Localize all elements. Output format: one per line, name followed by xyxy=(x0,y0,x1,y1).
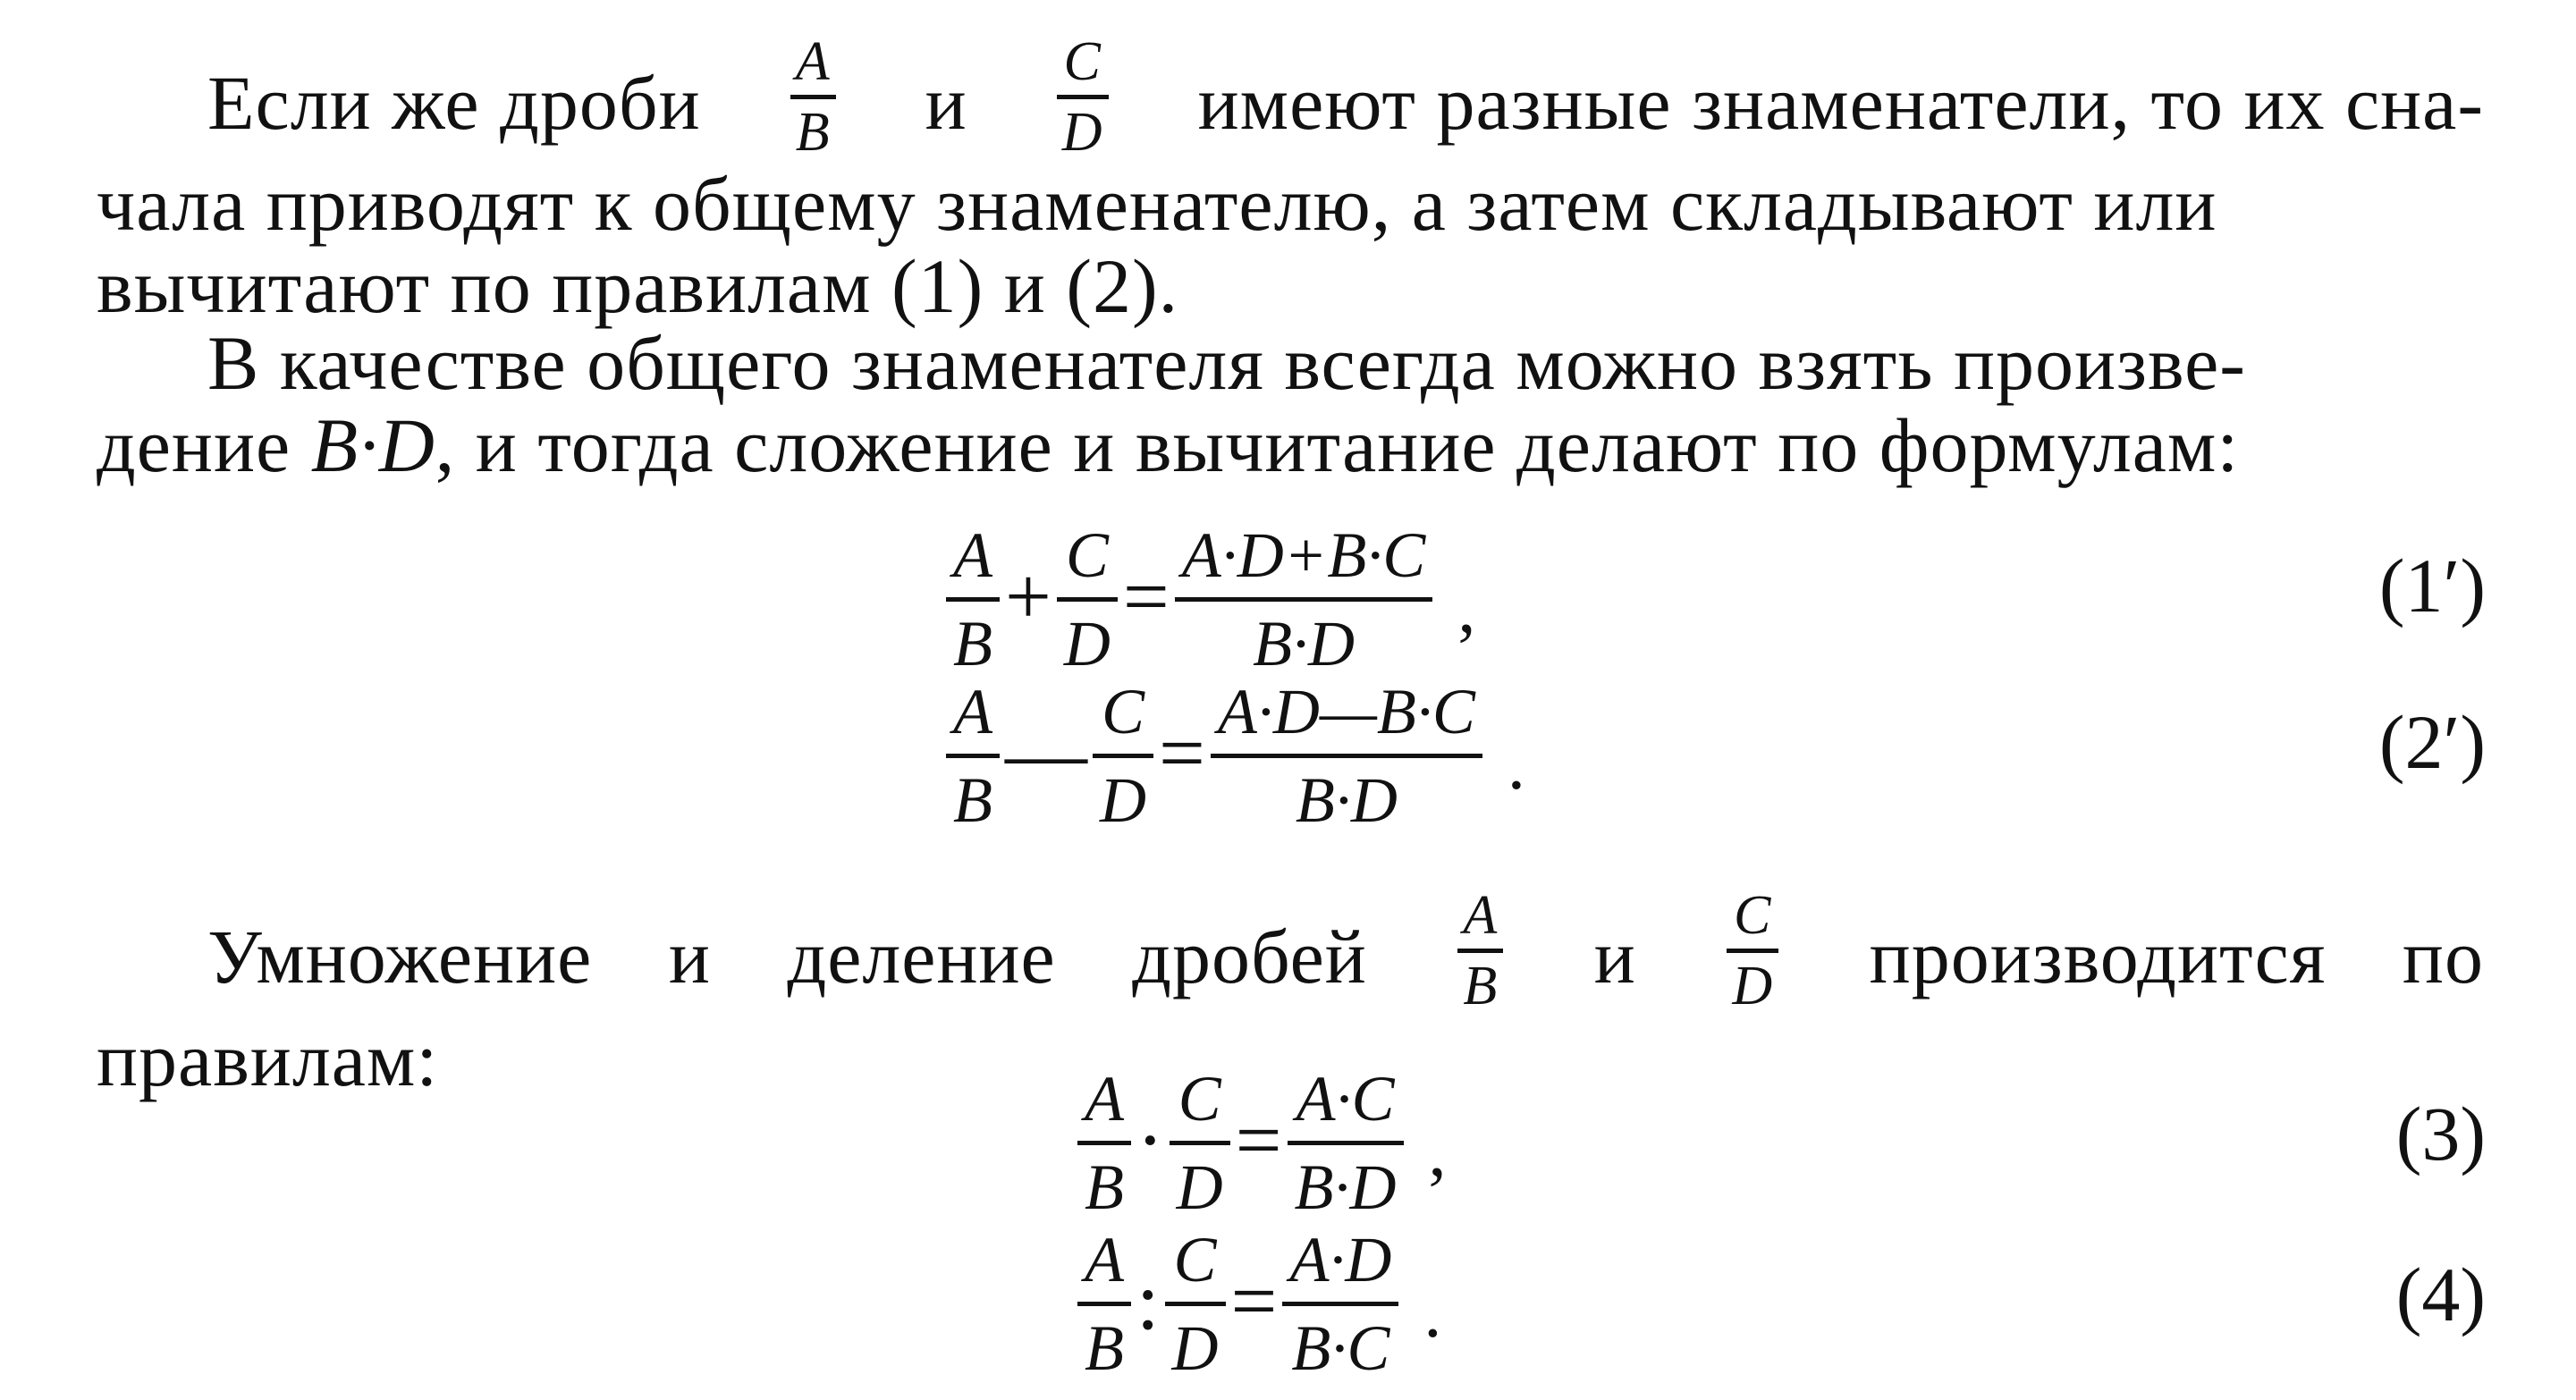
fraction-denominator: B·D xyxy=(1295,764,1398,836)
equals-sign: = xyxy=(1235,1093,1282,1185)
fraction-c-d xyxy=(1165,1223,1226,1385)
inline-fraction-c-d xyxy=(1727,884,1778,1017)
paragraph3-word: Умножение xyxy=(207,913,593,999)
fraction-denominator: D xyxy=(1061,102,1103,163)
equation-number-4: (4) xyxy=(2395,1252,2486,1337)
paragraph3-line2: правилам: xyxy=(97,1016,439,1102)
fraction-denominator: B xyxy=(1085,1312,1124,1384)
fraction-numerator: C xyxy=(1178,1063,1221,1134)
paragraph3-word: производится xyxy=(1869,913,2327,999)
fraction-numerator: A xyxy=(795,31,831,92)
fraction-denominator: B xyxy=(1463,956,1499,1016)
paragraph3-line1 xyxy=(207,885,2484,1023)
paragraph1-line3: вычитают по правилам (1) и (2). xyxy=(97,243,1179,329)
fraction-numerator: C xyxy=(1173,1224,1217,1295)
fraction-c-d xyxy=(1170,1062,1230,1224)
fraction-denominator: B·D xyxy=(1294,1151,1397,1223)
paragraph2-line2-end: , и тогда сложение и вычитание делают по формулам: xyxy=(435,402,2240,488)
fraction-denominator: D xyxy=(1099,764,1146,836)
fraction-numerator: A xyxy=(953,676,992,747)
fraction-bar xyxy=(1093,754,1153,758)
fraction-denominator: D xyxy=(1171,1312,1219,1384)
paragraph2-line2 xyxy=(97,401,2484,490)
paragraph3-word: по xyxy=(2402,913,2484,999)
fraction-denominator: B xyxy=(1085,1151,1124,1223)
fraction-denominator: D xyxy=(1063,608,1111,679)
fraction-bar xyxy=(1057,597,1118,602)
fraction-denominator: B xyxy=(795,102,831,163)
fraction-numerator: A xyxy=(953,519,992,591)
equals-sign: = xyxy=(1230,1254,1278,1346)
paragraph2-line1: В качестве общего знаменателя всегда можно взять произве- xyxy=(207,320,2246,406)
fraction-bar xyxy=(946,754,1000,758)
paragraph3-word: и xyxy=(668,913,711,999)
fraction-bar xyxy=(1727,949,1778,953)
equation-number-1-prime: (1′) xyxy=(2378,543,2486,628)
paragraph3-word: и xyxy=(1593,913,1636,999)
formula-quotient xyxy=(1077,1223,1441,1385)
fraction-bar xyxy=(1175,597,1433,602)
paragraph3-word: дробей xyxy=(1132,913,1367,999)
fraction-result xyxy=(1288,1062,1404,1224)
fraction-numerator: C xyxy=(1065,519,1109,591)
equation-number-2-prime: (2′) xyxy=(2378,699,2486,785)
fraction-bar xyxy=(790,95,836,99)
fraction-c-d xyxy=(1093,675,1153,837)
formula-punctuation: . xyxy=(1423,1273,1442,1353)
equals-sign: = xyxy=(1158,706,1205,798)
product-expression: B·D xyxy=(310,402,435,488)
fraction-bar xyxy=(1170,1141,1230,1145)
formula-punctuation: , xyxy=(1428,1112,1447,1192)
formula-punctuation: , xyxy=(1457,569,1476,648)
formula-product xyxy=(1077,1062,1447,1224)
fraction-result xyxy=(1211,675,1482,837)
fraction-numerator: A·D xyxy=(1289,1224,1392,1295)
formula-sum xyxy=(946,519,1475,680)
fraction-bar xyxy=(946,597,1000,602)
fraction-numerator: C xyxy=(1101,676,1144,747)
fraction-bar xyxy=(1211,754,1482,758)
fraction-bar xyxy=(1288,1141,1404,1145)
operator-multiply: · xyxy=(1136,1093,1164,1185)
fraction-numerator: A xyxy=(1085,1063,1124,1134)
paragraph2-line2-start: дение xyxy=(97,402,291,488)
fraction-c-d xyxy=(1057,519,1118,680)
fraction-denominator: B xyxy=(953,764,992,836)
paragraph1-intro: Если же дроби xyxy=(207,59,701,146)
fraction-bar xyxy=(1282,1302,1398,1306)
operator-minus: — xyxy=(1004,706,1087,798)
equals-sign: = xyxy=(1122,550,1170,642)
paragraph1-line1 xyxy=(207,31,2484,169)
inline-fraction-c-d xyxy=(1057,30,1109,164)
fraction-numerator: A xyxy=(1085,1224,1124,1295)
equation-number-3: (3) xyxy=(2395,1091,2486,1177)
fraction-denominator: B·D xyxy=(1253,608,1356,679)
fraction-denominator: B xyxy=(953,608,992,679)
fraction-numerator: A xyxy=(1463,885,1499,946)
paragraph3-word: деление xyxy=(787,913,1056,999)
formula-difference xyxy=(946,675,1525,837)
paragraph1-conjunction: и xyxy=(925,59,967,146)
operator-plus: + xyxy=(1004,550,1052,642)
operator-divide: : xyxy=(1136,1254,1160,1346)
fraction-a-b xyxy=(1077,1223,1131,1385)
inline-fraction-a-b xyxy=(790,30,836,164)
fraction-denominator: B·C xyxy=(1291,1312,1390,1384)
fraction-a-b xyxy=(946,675,1000,837)
fraction-result xyxy=(1175,519,1433,680)
fraction-a-b xyxy=(1077,1062,1131,1224)
paragraph1-line2: чала приводят к общему знаменателю, а затем складывают или xyxy=(97,161,2217,247)
fraction-a-b xyxy=(946,519,1000,680)
fraction-numerator: A·C xyxy=(1296,1063,1395,1134)
fraction-numerator: C xyxy=(1734,885,1772,946)
fraction-bar xyxy=(1057,95,1109,99)
inline-fraction-a-b xyxy=(1457,884,1503,1017)
fraction-numerator: C xyxy=(1063,31,1102,92)
fraction-bar xyxy=(1077,1302,1131,1306)
fraction-numerator: A·D—B·C xyxy=(1217,676,1475,747)
paragraph1-tail: имеют разные знаменатели, то их сна- xyxy=(1197,59,2484,146)
fraction-denominator: D xyxy=(1176,1151,1223,1223)
formula-punctuation: . xyxy=(1507,725,1525,805)
fraction-bar xyxy=(1077,1141,1131,1145)
fraction-numerator: A·D+B·C xyxy=(1181,519,1426,591)
fraction-bar xyxy=(1457,949,1503,953)
fraction-result xyxy=(1282,1223,1398,1385)
fraction-bar xyxy=(1165,1302,1226,1306)
fraction-denominator: D xyxy=(1732,956,1774,1016)
